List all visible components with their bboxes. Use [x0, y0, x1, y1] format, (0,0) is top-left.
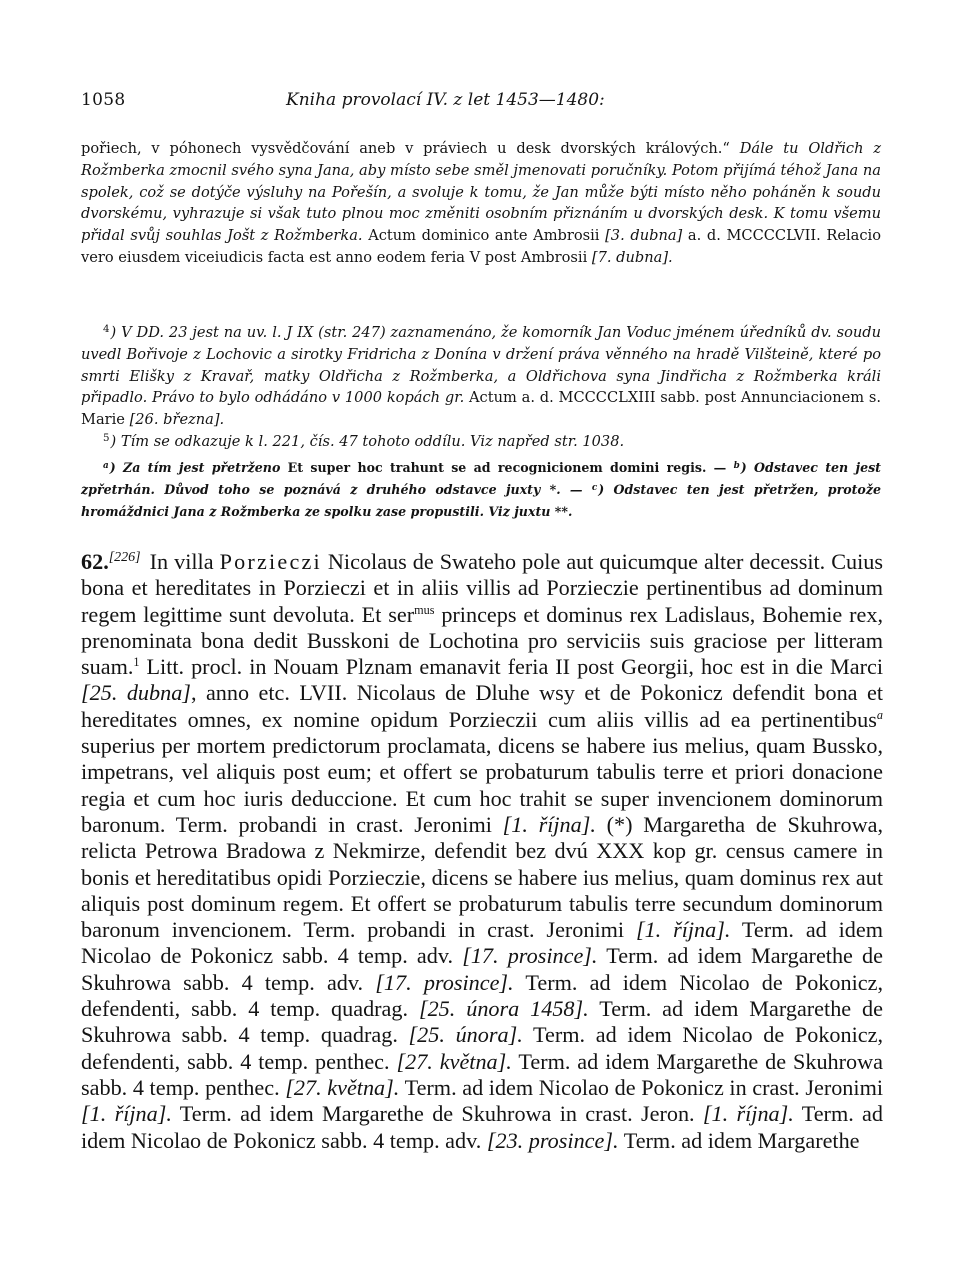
footnote-marker: 5 — [103, 433, 110, 445]
entry-number: 62. — [81, 549, 109, 574]
place-name: Porzieczi — [219, 549, 322, 574]
apparatus-marker: a — [103, 461, 109, 472]
apparatus-marker: c — [591, 483, 598, 494]
critical-apparatus — [81, 457, 881, 523]
footnote-paragraph: $^5$) Tím se odkazuje k l. 221, čís. 47 tohoto oddílu. Viz napřed str. 1038. — [103, 433, 625, 450]
apparatus-paragraph: $^a$) Za tím jest přetrženo Et super hoc trahunt se ad recognicionem domini regis. — $^b$) Odstavec ten jest zpřetrhán. Důvod toho se poznává z druhého odstavce juxty *. — $^c$) Odstavec ten jest přetržen, protože hromáždnici Jana z Rožmberka ze spolku zase propustili. Viz juxtu **. — [81, 460, 881, 519]
apparatus-reference: a — [876, 707, 883, 722]
footnote-5 — [81, 431, 881, 453]
entry-text: 62.[226] In villa Porzieczi Nicolaus de Swateho pole aut quicumque alter decessit. Cuius bona et hereditates in Porzieczi et in aliis villis ad Porzieczie pertinentibus ad dominum regem legittime sunt devoluta. Et ser$^{mus}$ princeps et dominus rex Ladislaus, Bohemie rex, prenominata bona dedit Busskoni de Lochotina pro serviciis suis graciose per litteram suam.$^1$ Litt. procl. in Nouam Plznam emanavit feria II post Georgii, hoc est in die Marci [25. dubna], anno etc. LVII. Nicolaus de Dluhe wsy et de Pokonicz defendit bona et hereditates omnes, ex nomine opidum Porzieczii cum aliis villis ad ea pertinentibus$^a$ superius per mortem predictorum proclamata, dicens se habere ius melius, quam Bussko, impetrans, vel aliquis post eum; et offert se probaturum tabulis terre et priori donacione regia et cum hoc iuris deduccione. Et cum hoc trahit se super invencionem dominorum baronum. Term. probandi in crast. Jeronimi [1. října]. (*) Margaretha de Skuhrowa, relicta Petrowa Bradowa z Nekmirze, defendit bez dvú XXX kop gr. census camere in bonis et hereditatibus opidi Porzieczie, dicens se habere ius melius, quam dominus rex aut aliquis post dominum regem. Et offert se probaturum tabulis terre secundum dominorum baronum invencionem. Term. probandi in crast. Jeronimi [1. října]. Term. ad idem Nicolao de Pokonicz sabb. 4 temp. adv. [17. prosince]. Term. ad idem Margarethe de Skuhrowa sabb. 4 temp. adv. [17. prosince]. Term. ad idem Nicolao de Pokonicz, defendenti, sabb. 4 temp. quadrag. [25. února 1458]. Term. ad idem Margarethe de Skuhrowa sabb. 4 temp. quadrag. [25. února]. Term. ad idem Nicolao de Pokonicz, defendenti, sabb. 4 temp. penthec. [27. května]. Term. ad idem Margarethe de Skuhrowa sabb. 4 temp. penthec. [27. května]. Term. ad idem Nicolao de Pokonicz in crast. Jeronimi [1. října]. Term. ad idem Margarethe de Skuhrowa in crast. Jeron. [1. října]. Term. ad idem Nicolao de Pokonicz sabb. 4 temp. adv. [23. prosince]. Term. ad idem Margarethe — [81, 549, 884, 1153]
running-title: Kniha provolací IV. z let 1453—1480: — [286, 90, 605, 110]
page-header — [81, 90, 881, 114]
folio-reference: [226] — [108, 550, 141, 566]
apparatus-marker: b — [733, 461, 740, 472]
footnote-paragraph: pořiech, v póhonech vysvědčování aneb v práviech u desk dvorských králových.“ Dále tu Oldřich z Rožmberka zmocnil svého syna Jana, aby místo sebe směl jmenovati poručníky. Potom přijímá téhož Jana na spolek, což se dotýče výsluhy na Pořešín, a svoluje k tomu, že Jan může býti místo něho poháněn k soudu dvorskému, vyhrazuje si však tuto plnou moc změniti osobním přiznáním u dvorských desk. K tomu všemu přidal svůj souhlas Jošt z Rožmberka. Actum dominico ante Ambrosii [3. dubna] a. d. MCCCCLVII. Relacio vero eiusdem viceiudicis facta est anno eodem feria V post Ambrosii [7. dubna]. — [81, 140, 882, 266]
page-number: 1058 — [81, 90, 126, 110]
footnote-4 — [81, 322, 881, 431]
footnote-paragraph: $^4$) V DD. 23 jest na uv. l. J IX (str. 247) zaznamenáno, že komorník Jan Voduc jménem úředníků dv. soudu uvedl Bořivoje z Lochovic a sirotky Fridricha z Donína v držení práva věnného na hradě Vilšteině, které po smrti Elišky z Kravař, matky Oldřicha z Rožmberka, a Oldřichova syna Jindřicha z Rožmberka králi připadlo. Právo to bylo odhádáno v 1000 kopách gr. Actum a. d. MCCCCLXIII sabb. post Annunciacionem s. Marie [26. března]. — [81, 324, 881, 429]
footnote-reference: 1 — [133, 655, 140, 670]
footnote-continuation — [81, 138, 881, 269]
footnote-marker: 4 — [103, 324, 110, 336]
entry-62 — [81, 549, 883, 1154]
